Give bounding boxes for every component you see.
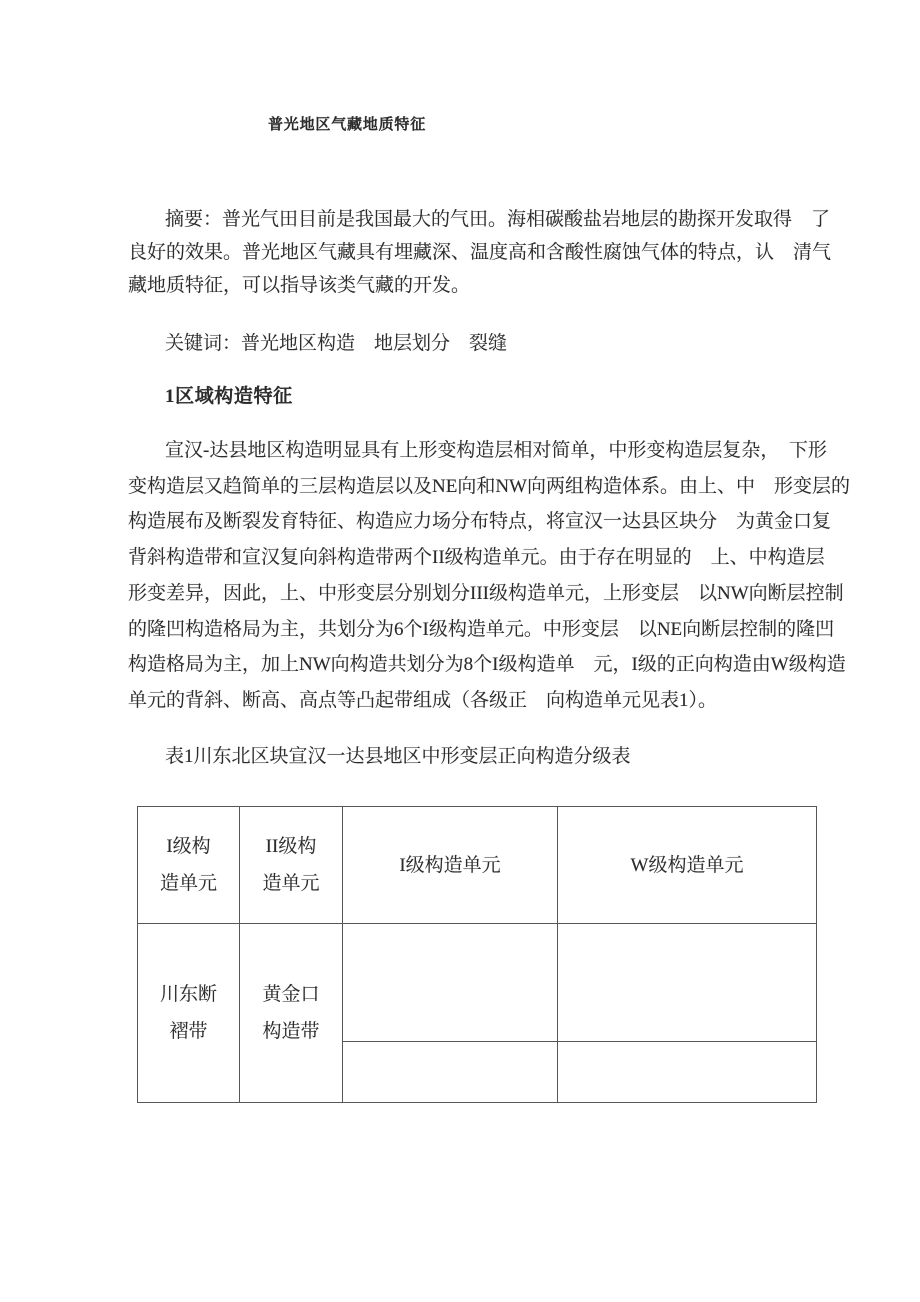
- cell-level3-unit-row2: [343, 1042, 558, 1103]
- paragraph-line: 的隆凹构造格局为主，共划分为6个I级构造单元。中形变层 以NE向断层控制的隆凹: [128, 618, 835, 640]
- structure-table: [137, 806, 817, 1103]
- paragraph-line: 宣汉-达县地区构造明显具有上形变构造层相对简单，中形变构造层复杂， 下形: [165, 440, 827, 461]
- header-cell-line: II级构: [265, 836, 317, 857]
- header-cell-line: I级构: [166, 836, 211, 857]
- paragraph-line: 构造格局为主，加上NW向构造共划分为8个I级构造单 元，I级的正向构造由W级构造: [128, 654, 846, 676]
- abstract-line: 良好的效果。普光地区气藏具有埋藏深、温度高和含酸性腐蚀气体的特点，认 清气: [128, 242, 832, 263]
- cell-level4-unit-row1: [558, 924, 817, 1042]
- table-header-row: [138, 807, 817, 924]
- header-cell-line: 造单元: [262, 873, 320, 894]
- keywords-line: 关键词：普光地区构造 地层划分 裂缝: [165, 333, 508, 354]
- cell-line: 褶带: [169, 1021, 208, 1042]
- cell-level4-unit-row2: [558, 1042, 817, 1103]
- section-heading: 1区域构造特征: [165, 386, 293, 407]
- header-cell-level4: [558, 807, 817, 924]
- table-body-row: [138, 924, 817, 1042]
- paragraph-line: 变构造层又趋简单的三层构造层以及NE向和NW向两组构造体系。由上、中 形变层的: [128, 475, 850, 497]
- abstract-line: 摘要：普光气田目前是我国最大的气田。海相碳酸盐岩地层的勘探开发取得 了: [165, 209, 831, 230]
- abstract-paragraph: [128, 203, 831, 302]
- table-caption: 表1川东北区块宣汉一达县地区中形变层正向构造分级表: [165, 746, 631, 767]
- header-cell-level1: [138, 807, 240, 924]
- header-cell-line: W级构造单元: [630, 854, 744, 876]
- cell-level3-unit-row1: [343, 924, 558, 1042]
- cell-line: 黄金口: [262, 984, 320, 1005]
- cell-line: 构造带: [262, 1021, 320, 1042]
- header-cell-level3: [343, 807, 558, 924]
- doc-title: 普光地区气藏地质特征: [268, 117, 427, 133]
- body-paragraph: [128, 433, 850, 719]
- paragraph-line: 构造展布及断裂发育特征、构造应力场分布特点，将宣汉一达县区块分 为黄金口复: [128, 511, 832, 533]
- paragraph-line: 形变差异，因此，上、中形变层分别划分III级构造单元，上形变层 以NW向断层控制: [128, 582, 844, 604]
- cell-level2-unit: [240, 924, 343, 1103]
- abstract-line: 藏地质特征，可以指导该类气藏的开发。: [128, 275, 471, 296]
- header-cell-line: 造单元: [159, 873, 217, 894]
- cell-level1-unit: [138, 924, 240, 1103]
- header-cell-line: I级构造单元: [399, 854, 501, 876]
- paragraph-line: 单元的背斜、断高、高点等凸起带组成（各级正 向构造单元见表1）。: [128, 689, 718, 711]
- cell-line: 川东断: [159, 984, 217, 1005]
- paragraph-line: 背斜构造带和宣汉复向斜构造带两个II级构造单元。由于存在明显的 上、中构造层: [128, 547, 825, 569]
- header-cell-level2: [240, 807, 343, 924]
